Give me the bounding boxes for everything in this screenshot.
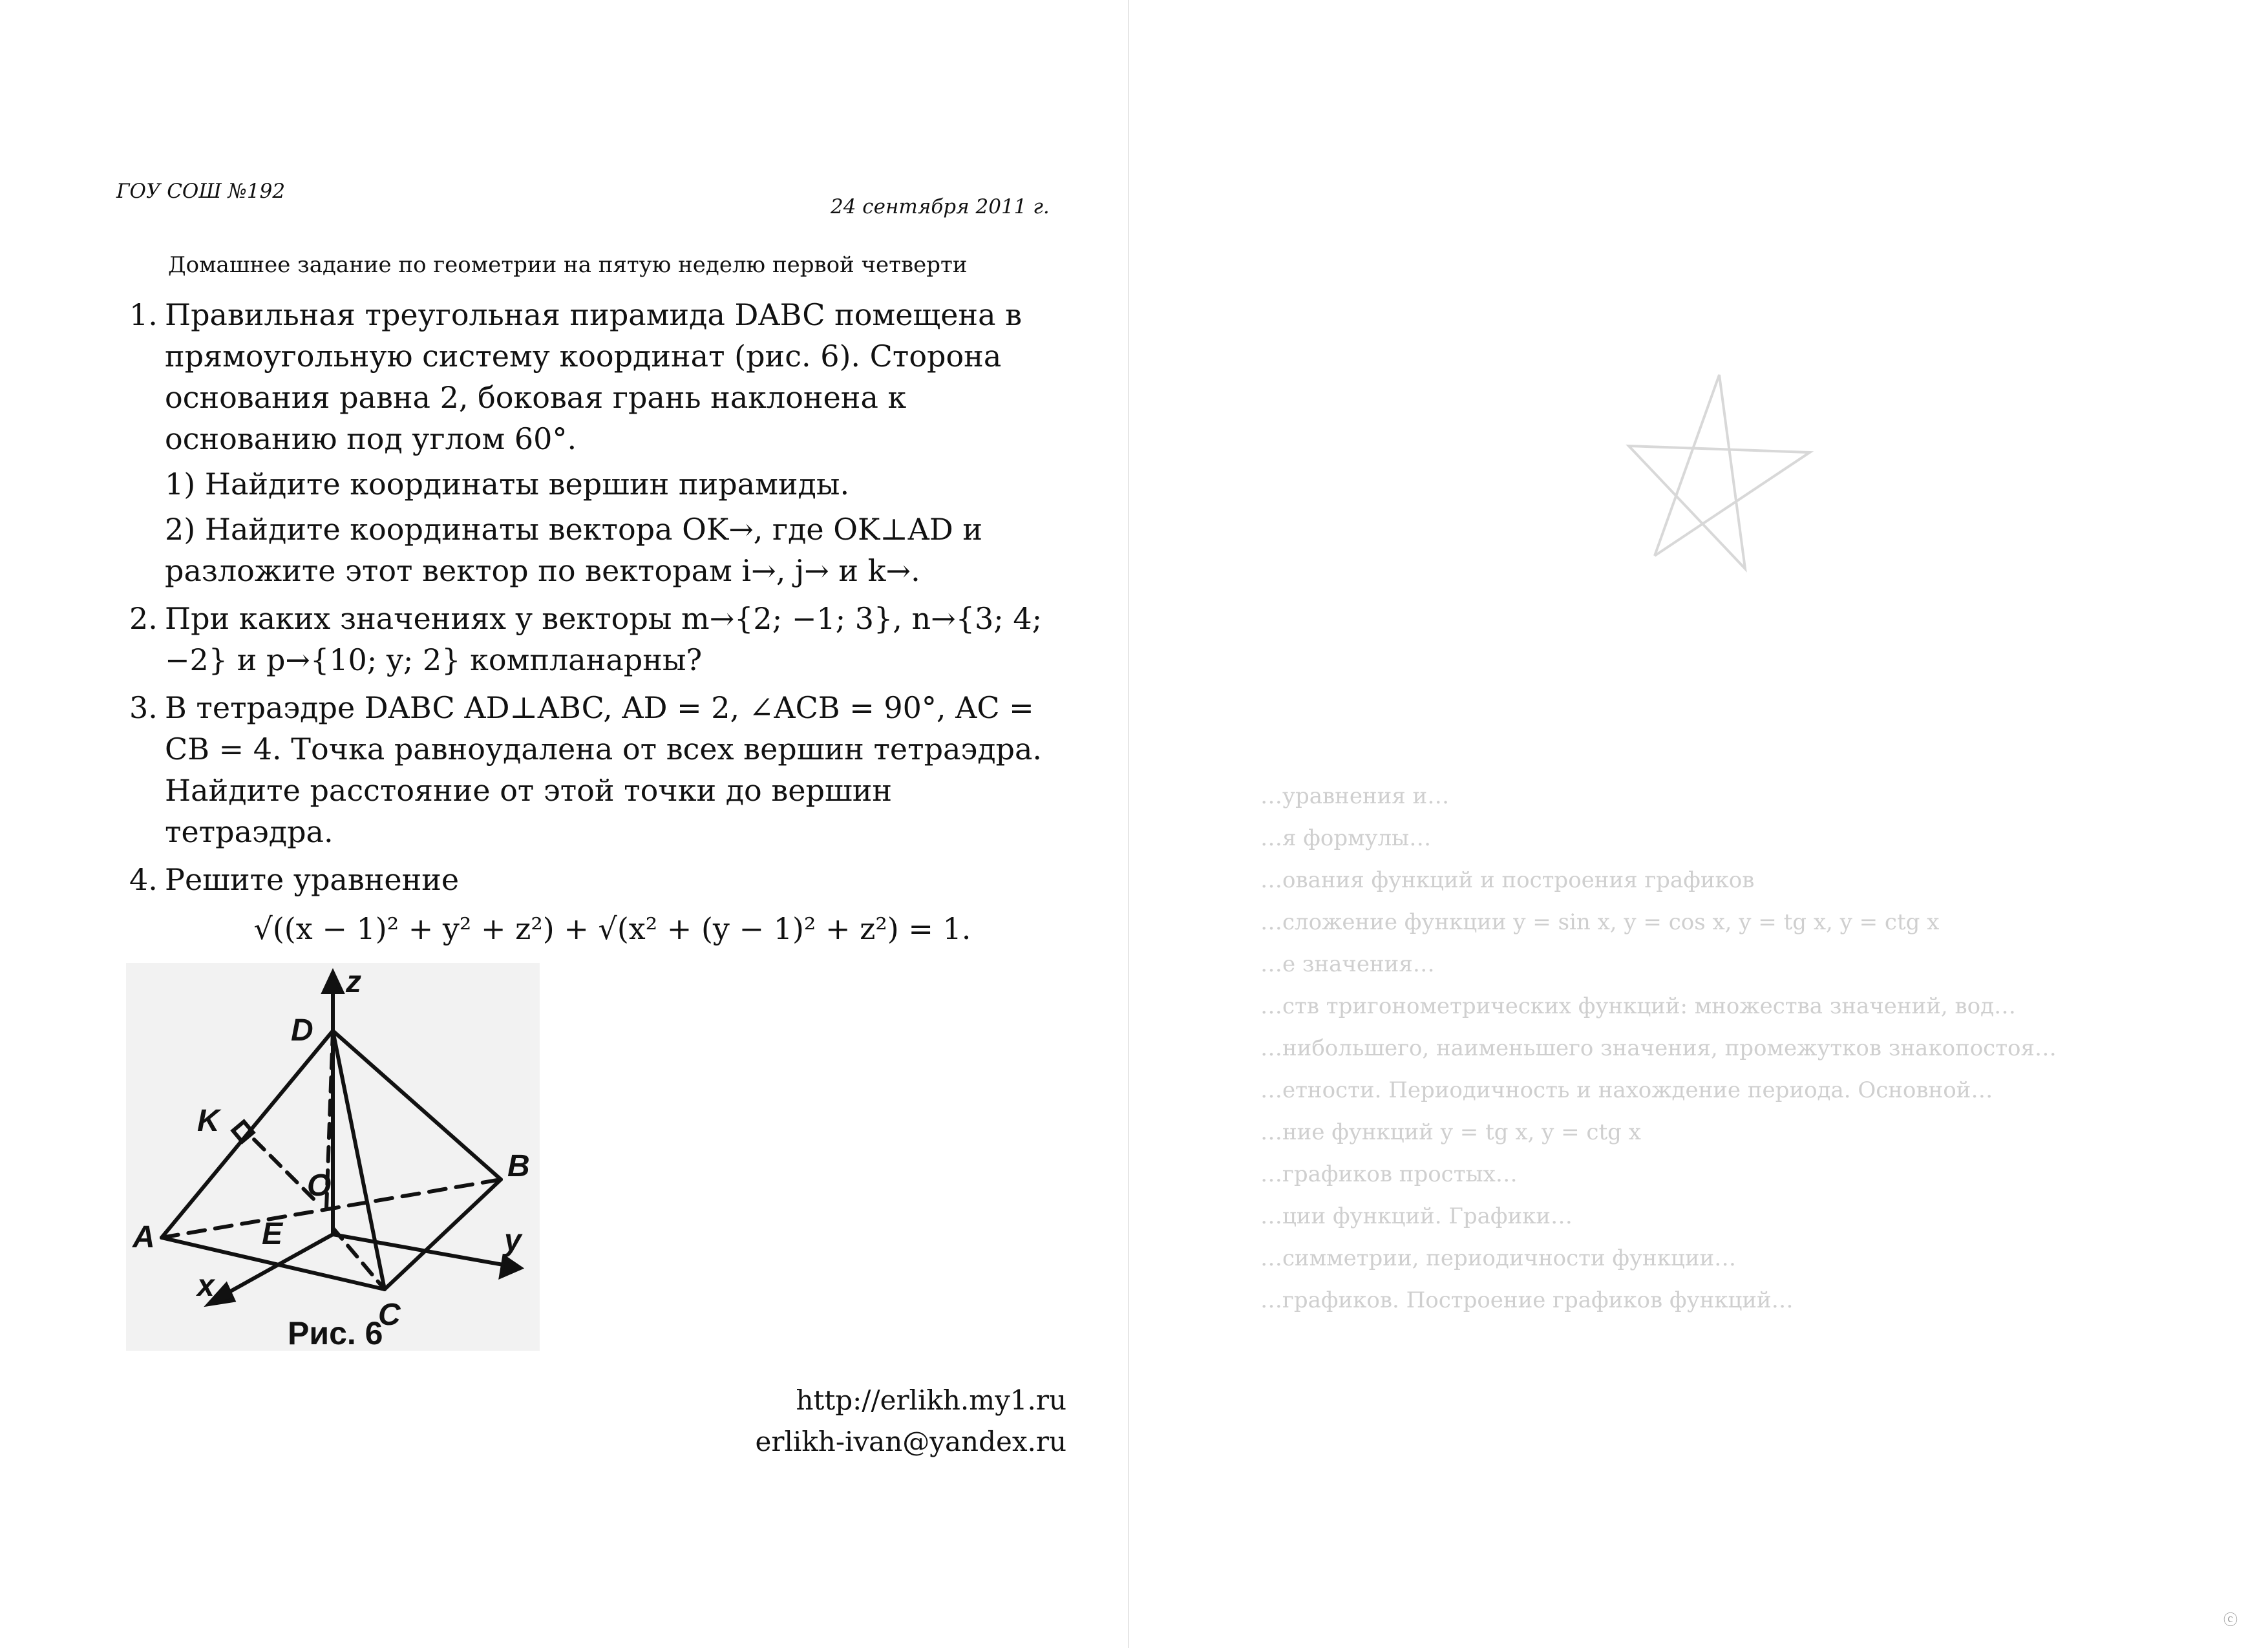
problem-subtask: 1) Найдите координаты вершин пирамиды. [165,467,850,502]
problem-number: 3. [129,690,158,725]
problem-number: 2. [129,601,158,636]
label-x: x [197,1269,215,1303]
school-name: ГОУ СОШ №192 [116,180,286,203]
bleed-line: …ние функций y = tg x, y = ctg x [1260,1119,1641,1145]
bleed-line: …уравнения и… [1260,783,1450,809]
faint-star-sketch [1616,362,1823,582]
bleed-line: …графиков простых… [1260,1161,1518,1187]
edge-AD [162,1031,333,1238]
bleed-line: …симметрии, периодичности функции… [1260,1245,1737,1271]
problem-1 [116,294,1060,591]
right-angle-mark [233,1122,253,1142]
y-arrowhead [501,1257,520,1276]
bleed-line: …е значения… [1260,951,1435,977]
problem-subtask: 2) Найдите координаты вектора OK→, где OK⊥AD и разложите этот вектор по векторам i→, j→ и k→. [165,512,982,588]
pyramid-figure [126,963,540,1351]
problem-number: 4. [129,862,158,897]
bleed-line: …ования функций и построения графиков [1260,867,1755,893]
label-D: D [291,1013,313,1048]
bleed-line: …ств тригонометрических функций: множества значений, вод… [1260,993,2017,1019]
label-C: C [378,1298,401,1332]
label-A: A [132,1220,155,1254]
page-title: Домашнее задание по геометрии на пятую неделю первой четверти [168,252,968,278]
equation: √((x − 1)² + y² + z²) + √(x² + (y − 1)² + z²) = 1. [253,911,971,946]
bleed-line: …нибольшего, наименьшего значения, промежутков знакопостоя… [1260,1035,2057,1061]
figure-caption: Рис. 6 [288,1315,383,1351]
problem-3 [116,687,1060,852]
pyramid-diagram [126,963,540,1351]
label-z: z [346,965,361,999]
bleed-through-text [1260,776,2114,1322]
bleed-line: …графиков. Построение графиков функций… [1260,1287,1794,1313]
problem-text: При каких значениях y векторы m→{2; −1; 3}, n→{3; 4; −2} и p→{10; y; 2} компланарны? [165,601,1043,677]
problem-list [116,294,1060,956]
label-y: y [504,1223,522,1258]
z-arrowhead [324,973,342,992]
bleed-line: …етности. Периодичность и нахождение периода. Основной… [1260,1077,1993,1103]
label-O: O [307,1168,332,1203]
email-link[interactable]: erlikh-ivan@yandex.ru [755,1426,1066,1457]
label-K: K [197,1104,220,1138]
problem-number: 1. [129,297,158,332]
problem-2 [116,598,1060,681]
bleed-line: …сложение функции y = sin x, y = cos x, y = tg x, y = ctg x [1260,909,1940,935]
problem-text: В тетраэдре DABC AD⊥ABC, AD = 2, ∠ACB = 90°, AC = CB = 4. Точка равноудалена от всех вершин тетраэдра. Найдите расстояние от этой точки до вершин тетраэдра. [165,690,1043,849]
bleed-line: …я формулы… [1260,825,1432,851]
website-link[interactable]: http://erlikh.my1.ru [796,1384,1066,1416]
corner-mark: ⓒ [2223,1612,2238,1629]
bleed-line: …ции функций. Графики… [1260,1203,1573,1229]
segment-OK [249,1134,313,1199]
problem-4 [116,859,1060,949]
page-fold [1128,0,1129,1648]
problem-text: Решите уравнение [165,862,460,897]
label-B: B [507,1149,530,1183]
document-date: 24 сентября 2011 г. [831,195,1050,218]
problem-text: Правильная треугольная пирамида DABC помещена в прямоугольную систему координат (рис. 6). Сторона основания равна 2, боковая грань наклонена к основанию под углом 60°. [165,297,1023,456]
label-E: E [262,1217,283,1251]
contact-links [756,1380,1066,1463]
